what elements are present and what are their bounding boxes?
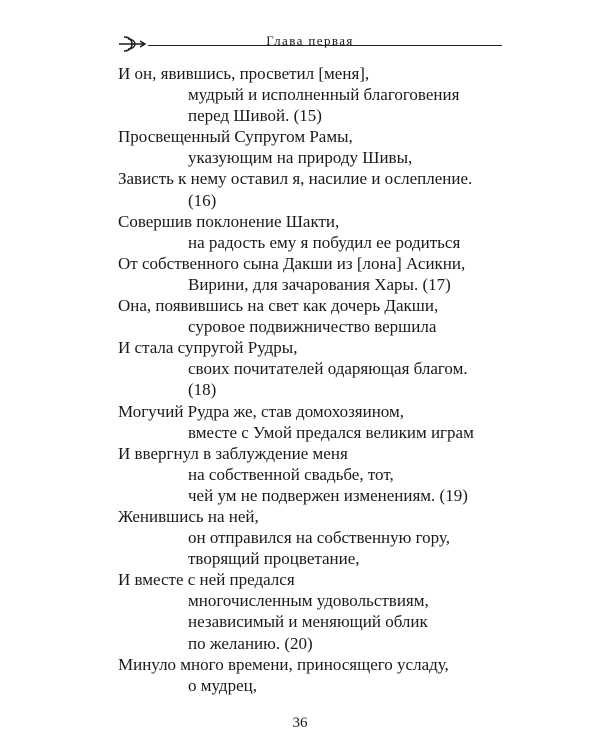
verse-text [118, 63, 518, 696]
verse-line: по желанию. (20) [188, 633, 313, 653]
verse-line: суровое подвижничество вершила [188, 317, 437, 337]
verse-line: Могучий Рудра же, став домохозяином, [118, 401, 404, 421]
verse-line: чей ум не подвержен изменениям. (19) [188, 485, 468, 505]
running-header [118, 33, 502, 53]
verse-line: Вирини, для зачарования Хары. (17) [188, 274, 451, 294]
verse-line: многочисленным удовольствиям, [188, 591, 429, 611]
verse-line: вместе с Умой предался великим играм [188, 422, 474, 442]
verse-line: И вместе с ней предался [118, 570, 295, 590]
verse-line: Просвещенный Супругом Рамы, [118, 127, 353, 147]
verse-line: Минуло много времени, приносящего усладу, [118, 654, 449, 674]
verse-line: независимый и меняющий облик [188, 612, 428, 632]
verse-line: на радость ему я побудил ее родиться [188, 232, 461, 252]
verse-line: И стала супругой Рудры, [118, 338, 298, 358]
verse-line: Зависть к нему оставил я, насилие и ослепление. [118, 169, 473, 189]
verse-line: Женившись на ней, [118, 506, 259, 526]
verse-line: От собственного сына Дакши из [лона] Асикни, [118, 253, 466, 273]
verse-line: он отправился на собственную гору, [188, 528, 450, 548]
verse-line: перед Шивой. (15) [188, 106, 322, 126]
verse-line: (16) [188, 190, 217, 210]
verse-line: на собственной свадьбе, тот, [188, 464, 394, 484]
verse-line: указующим на природу Шивы, [188, 148, 413, 168]
chapter-title: Глава первая [266, 33, 354, 48]
verse-line: Совершив поклонение Шакти, [118, 211, 340, 231]
verse-line: своих почитателей одаряющая благом. [188, 359, 468, 379]
verse-line: И ввергнул в заблуждение меня [118, 443, 348, 463]
verse-line: (18) [188, 380, 217, 400]
page-number: 36 [292, 715, 308, 731]
verse-line: творящий процветание, [188, 549, 360, 569]
verse-line: И он, явившись, просветил [меня], [118, 64, 370, 83]
verse-line: мудрый и исполненный благоговения [188, 85, 460, 105]
verse-line: о мудрец, [188, 675, 257, 695]
verse-line: Она, появившись на свет как дочерь Дакши, [118, 296, 439, 316]
